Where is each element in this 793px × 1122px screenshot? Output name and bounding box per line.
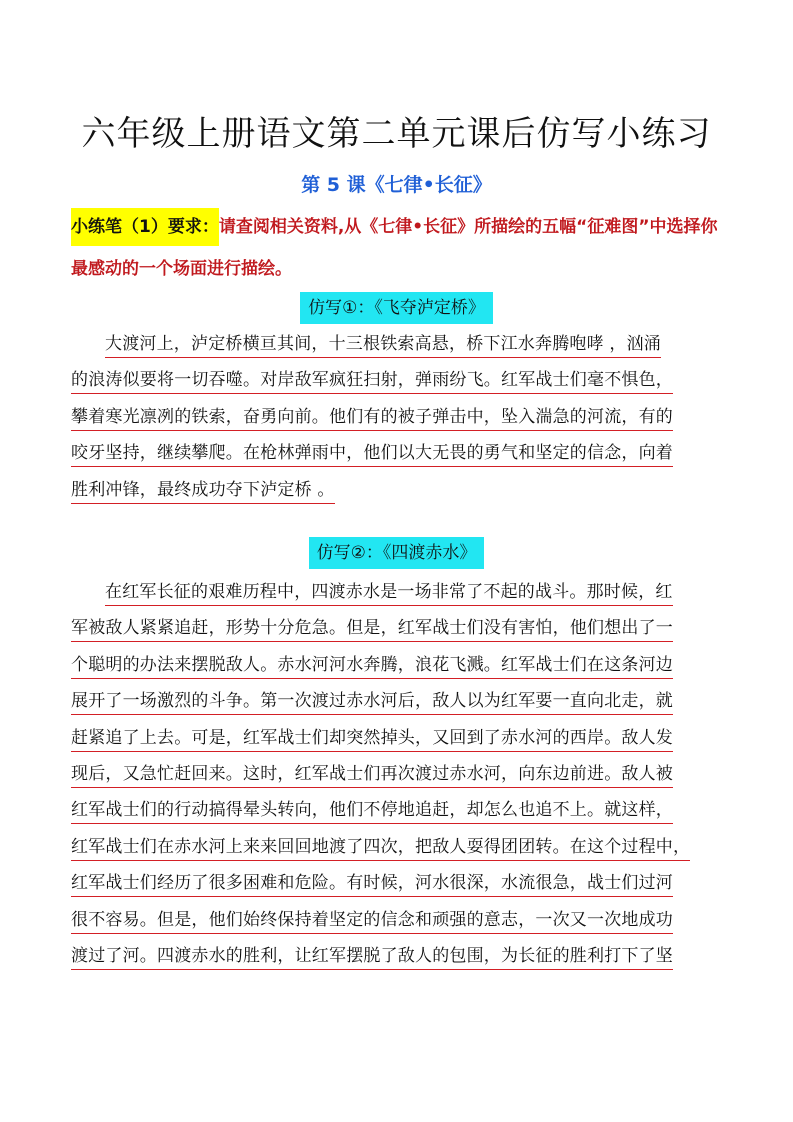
- paragraph-line: [71, 435, 723, 471]
- page-title: 六年级上册语文第二单元课后仿写小练习: [81, 114, 712, 154]
- line-text: 个聪明的办法来摆脱敌人。赤水河河水奔腾，浪花飞溅。红军战士们在这条河边: [71, 655, 673, 679]
- line-text: 红军战士们的行动搞得晕头转向，他们不停地追赶，却怎么也追不上。就这样，: [71, 800, 673, 824]
- section-heading: 仿写②：《四渡赤水》: [309, 537, 485, 569]
- essay-paragraph-1: [71, 326, 723, 508]
- line-text: 很不容易。但是，他们始终保持着坚定的信念和顽强的意志，一次又一次地成功: [71, 910, 673, 934]
- paragraph-line: [71, 792, 723, 828]
- line-text: 咬牙坚持，继续攀爬。在枪林弹雨中，他们以大无畏的勇气和坚定的信念，向着: [71, 443, 673, 467]
- section-heading-wrap-2: [0, 537, 793, 569]
- paragraph-line: [71, 938, 723, 974]
- requirement: [71, 206, 731, 290]
- section-heading: 仿写①：《飞夺泸定桥》: [300, 292, 493, 324]
- line-text: 展开了一场激烈的斗争。第一次渡过赤水河后，敌人以为红军要一直向北走，就: [71, 691, 673, 715]
- paragraph-line: [71, 902, 723, 938]
- essay-paragraph-2: [71, 574, 723, 974]
- paragraph-line: [71, 472, 723, 508]
- line-text: 的浪涛似要将一切吞噬。对岸敌军疯狂扫射，弹雨纷飞。红军战士们毫不惧色，: [71, 370, 673, 394]
- paragraph-line: [71, 720, 723, 756]
- paragraph-line: [71, 683, 723, 719]
- line-text: 胜利冲锋，最终成功夺下泸定桥 。: [71, 480, 335, 504]
- paragraph-line: [71, 362, 723, 398]
- paragraph-line: [71, 574, 723, 610]
- paragraph-line: [71, 756, 723, 792]
- line-text: 赶紧追了上去。可是，红军战士们却突然掉头，又回到了赤水河的西岸。敌人发: [71, 728, 673, 752]
- line-text: 大渡河上，泸定桥横亘其间，十三根铁索高悬，桥下江水奔腾咆哮 ，汹涌: [105, 334, 661, 358]
- requirement-label: 小练笔（1）要求：: [71, 208, 219, 246]
- paragraph-line: [71, 865, 723, 901]
- line-text: 红军战士们在赤水河上来来回回地渡了四次，把敌人耍得团团转。在这个过程中，: [71, 837, 690, 861]
- line-text: 军被敌人紧紧追赶，形势十分危急。但是，红军战士们没有害怕，他们想出了一: [71, 618, 673, 642]
- line-text: 现后，又急忙赶回来。这时，红军战士们再次渡过赤水河，向东边前进。敌人被: [71, 764, 673, 788]
- paragraph-line: [71, 647, 723, 683]
- line-text: 在红军长征的艰难历程中，四渡赤水是一场非常了不起的战斗。那时候，红: [105, 582, 673, 606]
- lesson-title: 第 5 课《七律•长征》: [301, 174, 492, 196]
- requirement-text: 请查阅相关资料,从《七律•长征》所描绘的五幅“征难图”中选择你最感动的一个场面进行描绘。: [71, 217, 718, 279]
- paragraph-line: [71, 829, 723, 865]
- section-heading-wrap-1: [0, 292, 793, 324]
- paragraph-line: [71, 610, 723, 646]
- line-text: 红军战士们经历了很多困难和危险。有时候，河水很深，水流很急，战士们过河: [71, 873, 673, 897]
- paragraph-line: [71, 326, 723, 362]
- line-text: 攀着寒光凛冽的铁索，奋勇向前。他们有的被子弹击中，坠入湍急的河流，有的: [71, 407, 673, 431]
- paragraph-line: [71, 399, 723, 435]
- line-text: 渡过了河。四渡赤水的胜利，让红军摆脱了敌人的包围，为长征的胜利打下了坚: [71, 946, 673, 970]
